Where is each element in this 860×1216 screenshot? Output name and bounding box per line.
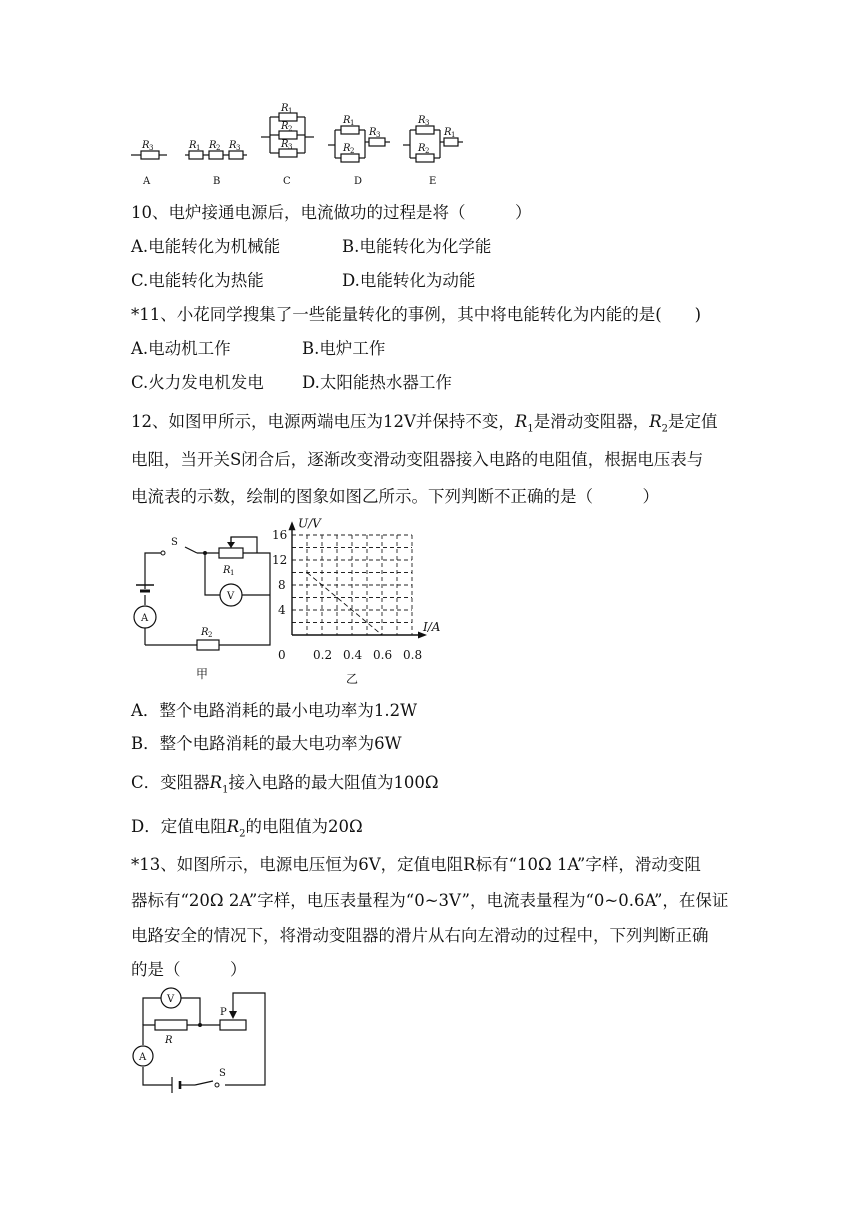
svg-text:R: R <box>189 140 197 151</box>
svg-text:3: 3 <box>149 144 154 152</box>
arrangement-label: A <box>143 176 151 187</box>
svg-text:R: R <box>229 140 237 151</box>
rheostat-icon <box>220 1020 246 1030</box>
slider-label: P <box>220 1007 227 1018</box>
y-tick-label: 8 <box>278 578 286 592</box>
x-tick-label: 0.6 <box>373 648 393 662</box>
origin-label: 0 <box>278 648 286 662</box>
arrangement-label: E <box>429 176 437 187</box>
svg-text:1: 1 <box>288 107 293 115</box>
switch-label: S <box>219 1068 226 1079</box>
svg-text:2: 2 <box>425 147 430 155</box>
x-tick-label: 0.4 <box>343 648 363 662</box>
svg-text:2: 2 <box>350 147 355 155</box>
x-tick-label: 0.8 <box>403 648 423 662</box>
q12-option-c: C．变阻器$R_1$接入电路的最大阻值为100Ω <box>131 773 439 796</box>
svg-text:1: 1 <box>196 144 201 152</box>
svg-text:R: R <box>444 127 452 138</box>
u-i-graph-yi <box>270 518 450 690</box>
rheostat-r1-icon <box>219 548 243 558</box>
switch-label: S <box>171 537 178 548</box>
question-13-line-2: 器标有“20Ω 2A”字样，电压表量程为“0~3V”，电流表量程为“0~0.6A”，在保证 <box>131 891 729 910</box>
svg-text:3: 3 <box>288 143 293 151</box>
svg-text:R: R <box>281 103 289 114</box>
circuit-diagram-jia <box>125 525 288 685</box>
svg-text:A: A <box>139 1052 147 1063</box>
arrangement-label: C <box>283 176 291 187</box>
junction-dot-icon <box>203 551 207 555</box>
svg-text:1: 1 <box>350 119 355 127</box>
q12-option-a: A．整个电路消耗的最小电功率为1.2W <box>131 701 418 720</box>
junction-dot-icon <box>198 1023 202 1027</box>
q11-option-c: C.火力发电机发电 <box>131 373 264 392</box>
svg-text:R: R <box>343 143 351 154</box>
chart-caption: 乙 <box>346 672 359 686</box>
arrangement-a <box>131 140 167 187</box>
question-12-line-1: 12、如图甲所示，电源两端电压为12V并保持不变，$R_1$是滑动变阻器，$R_2$是定值 <box>131 412 718 435</box>
svg-text:2: 2 <box>288 125 293 133</box>
svg-text:2: 2 <box>216 144 221 152</box>
svg-text:R: R <box>142 140 150 151</box>
svg-text:R: R <box>418 143 426 154</box>
svg-text:V: V <box>227 591 235 602</box>
svg-text:R: R <box>281 139 289 150</box>
circuit-diagram-q13 <box>125 985 275 1095</box>
svg-text:3: 3 <box>425 119 430 127</box>
svg-text:R: R <box>281 121 289 132</box>
svg-text:R: R <box>369 127 377 138</box>
x-axis-label: I/A <box>423 620 441 634</box>
arrangement-label: B <box>213 176 221 187</box>
resistor-arrangement-figure <box>125 100 465 190</box>
slider-arrow-icon <box>229 1011 237 1019</box>
svg-text:V: V <box>167 994 175 1005</box>
svg-text:1: 1 <box>230 569 235 577</box>
q12-option-b: B．整个电路消耗的最大电功率为6W <box>131 734 402 753</box>
arrangement-e <box>403 115 463 187</box>
question-12-line-3: 电流表的示数，绘制的图象如图乙所示。下列判断不正确的是（ ） <box>131 487 659 506</box>
x-tick-label: 0.2 <box>313 648 333 662</box>
q12-option-d: D．定值电阻$R_2$的电阻值为20Ω <box>131 817 363 840</box>
svg-text:R: R <box>165 1035 173 1046</box>
q10-option-a: A.电能转化为机械能 <box>131 237 281 256</box>
y-tick-label: 16 <box>272 528 288 542</box>
svg-text:R: R <box>223 565 231 576</box>
arrangement-b <box>185 140 247 187</box>
question-11-stem: *11、小花同学搜集了一些能量转化的事例，其中将电能转化为内能的是( ) <box>131 305 702 324</box>
y-axis-label: U/V <box>298 516 321 531</box>
slider-arrow-icon <box>227 542 235 548</box>
circuit-wires <box>143 993 265 1085</box>
y-tick-label: 4 <box>278 603 286 617</box>
resistor-r2-icon <box>197 640 219 650</box>
question-13-line-3: 电路安全的情况下，将滑动变阻器的滑片从右向左滑动的过程中，下列判断正确 <box>131 926 709 945</box>
svg-text:R: R <box>201 627 209 638</box>
svg-text:R: R <box>209 140 217 151</box>
svg-text:R: R <box>343 115 351 126</box>
arrangement-d <box>328 115 390 187</box>
arrangement-c <box>261 103 314 187</box>
resistor-r-icon <box>155 1020 187 1030</box>
q11-option-d: D.太阳能热水器工作 <box>302 373 452 392</box>
question-13-line-4: 的是（ ） <box>131 960 247 979</box>
q10-option-c: C.电能转化为热能 <box>131 271 264 290</box>
y-axis-arrow-icon <box>289 521 296 530</box>
svg-text:A: A <box>141 613 149 624</box>
question-13-line-1: *13、如图所示，电源电压恒为6V，定值电阻R标有“10Ω 1A”字样，滑动变阻 <box>131 855 701 874</box>
q11-option-a: A.电动机工作 <box>131 339 231 358</box>
svg-text:2: 2 <box>208 631 213 639</box>
y-tick-label: 12 <box>272 553 288 567</box>
switch-contact-icon <box>215 1083 219 1087</box>
q10-option-d: D.电能转化为动能 <box>342 271 476 290</box>
svg-text:1: 1 <box>451 131 456 139</box>
q11-option-b: B.电炉工作 <box>302 339 386 358</box>
q10-option-b: B.电能转化为化学能 <box>342 237 492 256</box>
svg-text:3: 3 <box>376 131 381 139</box>
svg-text:R: R <box>418 115 426 126</box>
question-10-stem: 10、电炉接通电源后，电流做功的过程是将（ ） <box>131 203 532 222</box>
chart-series-line <box>307 573 382 636</box>
svg-text:3: 3 <box>236 144 241 152</box>
chart-grid <box>292 535 412 635</box>
chart-tick-labels <box>272 528 422 662</box>
arrangement-label: D <box>354 176 363 187</box>
question-12-line-2: 电阻，当开关S闭合后，逐渐改变滑动变阻器接入电路的电阻值，根据电压表与 <box>131 450 704 469</box>
circuit-caption: 甲 <box>196 667 209 681</box>
switch-contact-icon <box>161 551 165 555</box>
